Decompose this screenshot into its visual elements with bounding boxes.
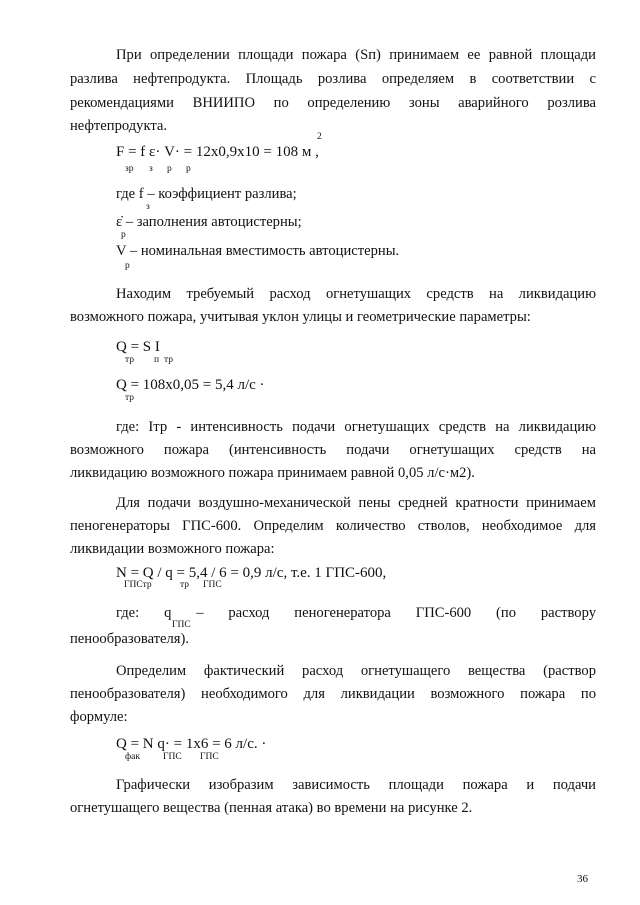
formula-superscript: 2 (317, 132, 322, 142)
paragraph-line: рекомендациями ВНИИПО по определению зоны аварийного розлива (70, 95, 596, 111)
formula-subscript: з (149, 164, 153, 174)
formula-subscript: тр (125, 393, 135, 403)
formula-actual-flow: Q = N q· = 1х6 = 6 л/с. · (116, 736, 267, 752)
paragraph-line: где: Iтр - интенсивность подачи огнетушащих средств на ликвидацию (116, 419, 596, 435)
formula-subscript: тр (164, 355, 174, 365)
paragraph-line: огнетушащего вещества (пенная атака) во времени на рисунке 2. (70, 800, 473, 816)
paragraph-line: При определении площади пожара (Sп) принимаем ее равной площади (116, 47, 596, 63)
formula-subscript: тр (125, 355, 135, 365)
paragraph-line: Находим требуемый расход огнетушащих средств на ликвидацию (116, 286, 596, 302)
paragraph-line: пеногенераторы ГПС-600. Определим количество стволов, необходимое для (70, 518, 596, 534)
formula-subscript: р (186, 164, 191, 174)
paragraph-line: Определим фактический расход огнетушащего вещества (раствор (116, 663, 596, 679)
paragraph-line: где: q – расход пеногенератора ГПС-600 (по раствору (116, 605, 596, 621)
definition-subscript: р (125, 261, 130, 271)
paragraph-line: пенообразователя). (70, 631, 190, 647)
formula-required-flow-value: Q = 108х0,05 = 5,4 л/с · (116, 377, 265, 393)
paragraph-line: ликвидацию возможного пожара принимаем равной 0,05 л/с·м2). (70, 465, 475, 481)
paragraph-line: формуле: (70, 709, 128, 725)
formula-subscript: ГПС (200, 752, 219, 762)
formula-subscript: р (167, 164, 172, 174)
paragraph-line: разлива нефтепродукта. Площадь розлива определяем в соответствии с (70, 71, 596, 87)
formula-spill-area: F = f ε· V· = 12х0,9х10 = 108 м , (116, 144, 319, 160)
paragraph-line: возможного пожара (интенсивность подачи огнетушащих средств на (70, 442, 596, 458)
page-number: 36 (577, 873, 588, 885)
paragraph-line: пенообразователя) необходимого для ликвидации возможного пожара по (70, 686, 596, 702)
formula-subscript: фак (125, 752, 140, 762)
formula-subscript: зр (125, 164, 134, 174)
formula-subscript: ГПС (172, 620, 191, 630)
definition-v: V – номинальная вместимость автоцистерны. (116, 243, 400, 259)
formula-subscript: тр (180, 580, 190, 590)
paragraph-line: нефтепродукта. (70, 118, 168, 134)
definition-subscript: з (146, 202, 150, 212)
paragraph-line: возможного пожара, учитывая уклон улицы и геометрические параметры: (70, 309, 531, 325)
paragraph-line: Для подачи воздушно-механической пены средней кратности принимаем (116, 495, 596, 511)
paragraph-line: Графически изобразим зависимость площади пожара и подачи (116, 777, 596, 793)
formula-subscript: ГПС (203, 580, 222, 590)
formula-subscript: ГПСтр (124, 580, 152, 590)
formula-subscript: п (154, 355, 160, 365)
paragraph-line: ликвидации возможного пожара: (70, 541, 275, 557)
definition-subscript: р (121, 230, 126, 240)
formula-subscript: ГПС (163, 752, 182, 762)
formula-required-flow: Q = S I (116, 339, 160, 355)
definition-f: где f – коэффициент разлива; (116, 186, 297, 202)
formula-nozzle-count: N = Q / q = 5,4 / 6 = 0,9 л/с, т.е. 1 ГПС-600, (116, 565, 387, 581)
definition-epsilon: ε̇ – заполнения автоцистерны; (116, 214, 302, 230)
